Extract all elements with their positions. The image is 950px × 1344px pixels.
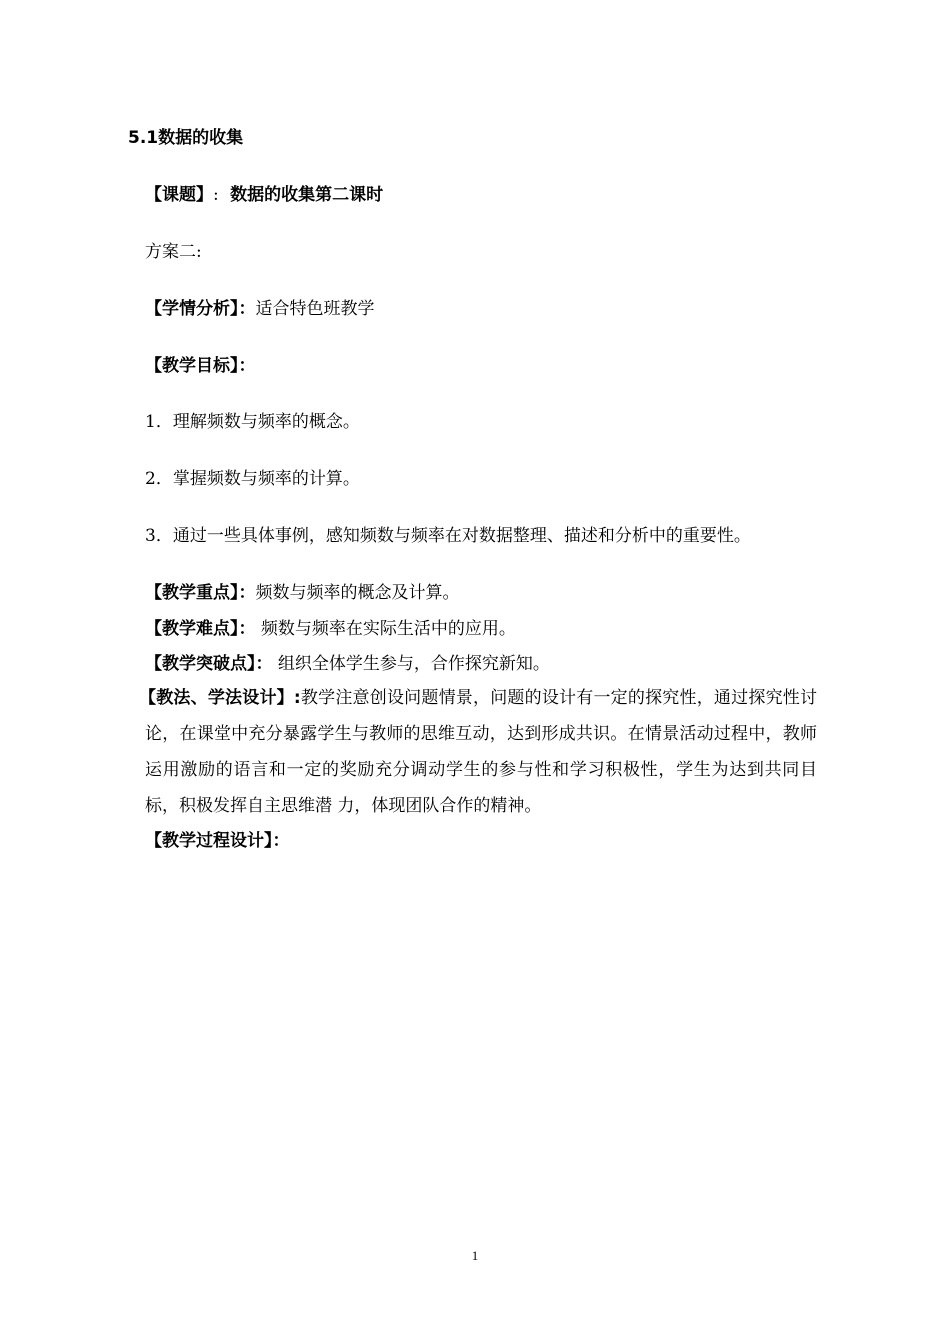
- topic-value: 数据的收集第二课时: [230, 185, 384, 205]
- topic-label: 【课题】: [145, 185, 213, 205]
- method-value: 教学注意创设问题情景，问题的设计有一定的探究性，通过探究性讨论，在课堂中充分暴露学生与教师的思维互动，达到形成共识。在情景活动过程中，教师运用激励的语言和一定的奖励充分调动学生的参与性和学习积极性，学生为达到共同目标，积极发挥自主思维潜 力，体现团队合作的精神。: [145, 688, 817, 816]
- method-paragraph: [139, 680, 817, 824]
- goal-item-3: 3．通过一些具体事例，感知频数与频率在对数据整理、描述和分析中的重要性。: [145, 526, 751, 546]
- process-label: 【教学过程设计】：: [145, 831, 290, 851]
- goal-item-1: 1．理解频数与频率的概念。: [145, 412, 360, 432]
- analysis-label: 【学情分析】：: [145, 299, 256, 319]
- analysis-value: 适合特色班教学: [255, 299, 375, 319]
- breakthrough-label: 【教学突破点】：: [145, 654, 273, 674]
- method-label: 【教法、学法设计】:: [139, 688, 301, 708]
- key-point-value: 频数与频率的概念及计算。: [255, 583, 460, 603]
- breakthrough-value: 组织全体学生参与，合作探究新知。: [272, 654, 550, 674]
- analysis-line: [145, 297, 375, 321]
- goal-item-2: 2．掌握频数与频率的计算。: [145, 469, 360, 489]
- plan-line: 方案二:: [145, 242, 202, 262]
- difficulty-value: 频数与频率在实际生活中的应用。: [255, 619, 516, 639]
- breakthrough-line: [145, 652, 550, 676]
- topic-line: [145, 183, 383, 207]
- difficulty-label: 【教学难点】：: [145, 619, 256, 639]
- section-title: 5.1数据的收集: [128, 128, 244, 148]
- page-number: 1: [471, 1248, 479, 1263]
- goals-label: 【教学目标】：: [145, 356, 256, 376]
- topic-separator: :: [213, 185, 225, 205]
- key-point-line: [145, 581, 460, 605]
- difficulty-line: [145, 617, 516, 641]
- key-point-label: 【教学重点】：: [145, 583, 256, 603]
